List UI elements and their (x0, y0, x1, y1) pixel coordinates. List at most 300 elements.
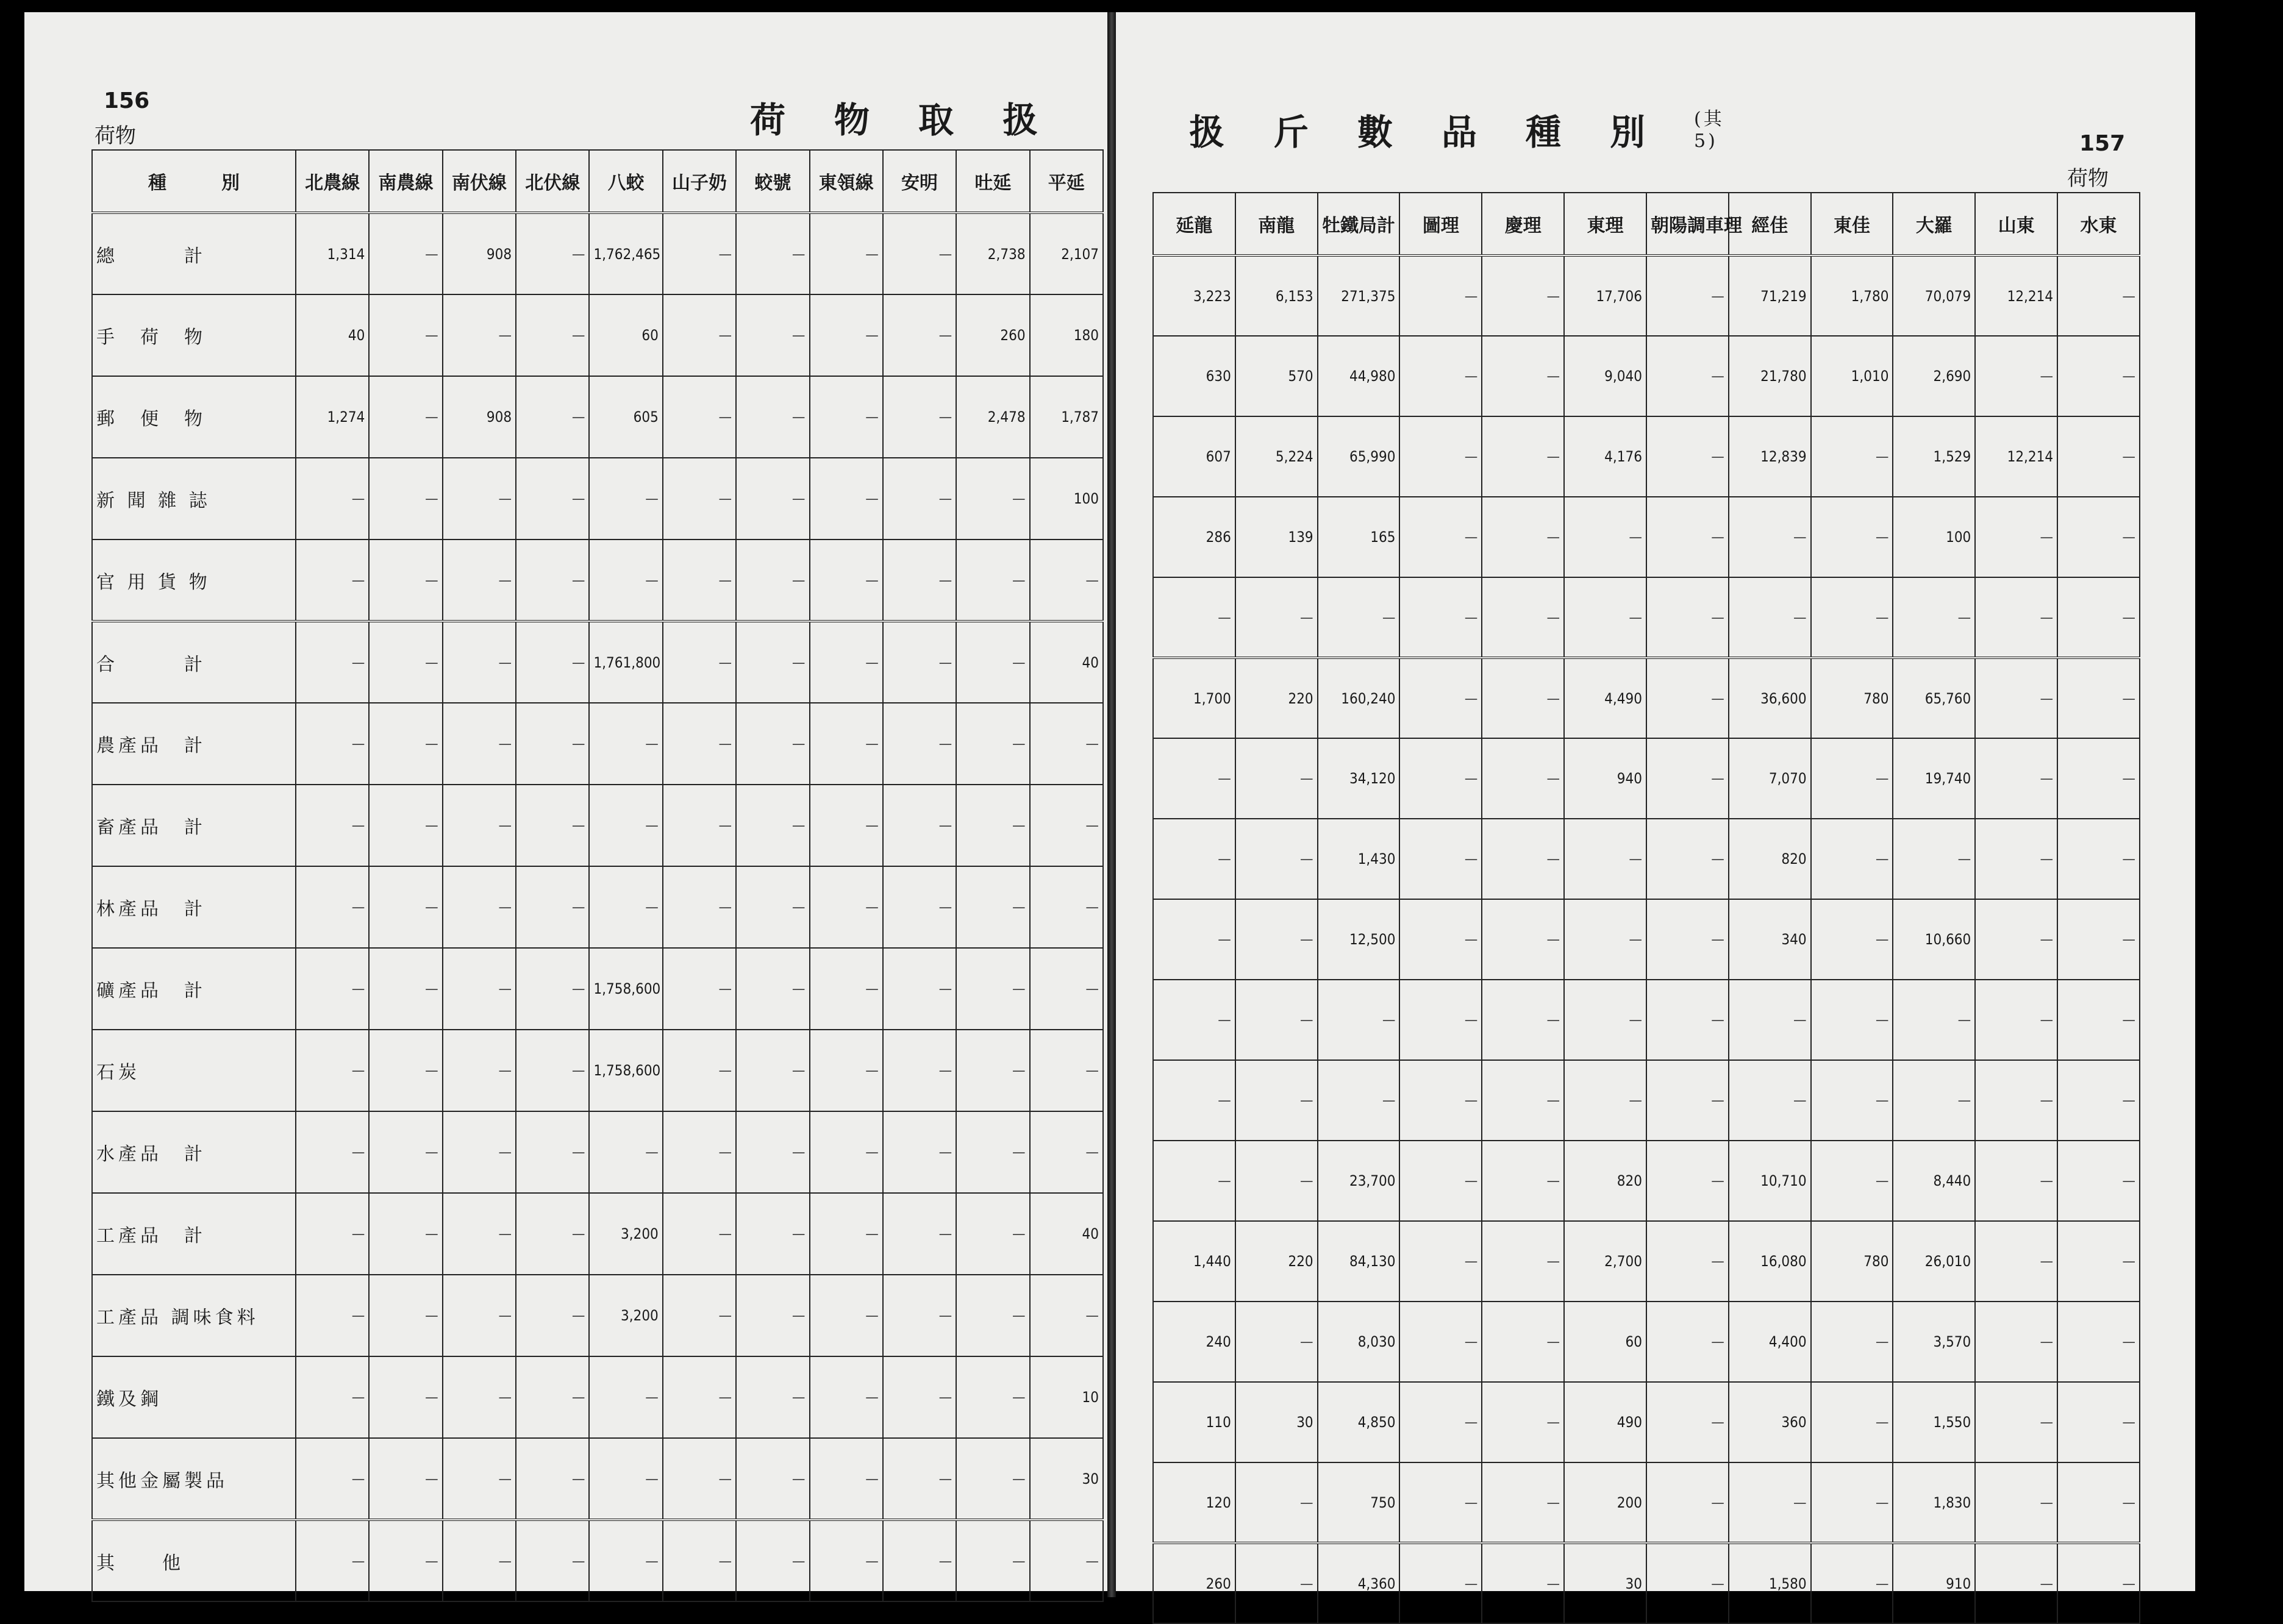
column-header: 朝陽調車理 (1646, 193, 1729, 255)
table-cell: 4,360 (1318, 1543, 1400, 1623)
table-cell: — (516, 866, 589, 948)
table-cell: — (1811, 497, 1893, 577)
table-row (92, 621, 1103, 703)
page-number-left: 156 (104, 88, 150, 113)
table-cell: — (810, 948, 883, 1030)
table-cell: 3,200 (589, 1275, 662, 1356)
table-cell: — (2057, 416, 2140, 497)
table-cell: 3,223 (1153, 255, 1235, 336)
table-cell: — (296, 866, 369, 948)
table-cell: — (1646, 658, 1729, 738)
table-cell: — (736, 1520, 809, 1601)
table-cell: — (1153, 577, 1235, 658)
table-cell: — (2057, 1543, 2140, 1623)
table-cell: — (369, 1438, 442, 1520)
table-cell: 2,700 (1564, 1221, 1646, 1302)
table-cell: — (1153, 738, 1235, 819)
table-cell: 1,787 (1030, 376, 1103, 458)
table-cell: 1,529 (1893, 416, 1975, 497)
table-cell: — (516, 213, 589, 294)
table-cell: — (369, 1520, 442, 1601)
table-row (92, 376, 1103, 458)
table-cell: — (1235, 980, 1318, 1060)
table-cell: 120 (1153, 1462, 1235, 1543)
table-cell: — (663, 1356, 736, 1438)
column-header: 南農線 (369, 150, 442, 213)
table-cell: — (2057, 577, 2140, 658)
table-cell: — (1646, 980, 1729, 1060)
table-cell: — (589, 540, 662, 621)
table-cell: 30 (1235, 1382, 1318, 1462)
table-cell: — (1399, 1221, 1482, 1302)
table-cell: 4,850 (1318, 1382, 1400, 1462)
table-cell: — (1153, 1141, 1235, 1221)
table-cell: 4,400 (1729, 1302, 1811, 1382)
table-cell: — (956, 540, 1029, 621)
table-cell: — (883, 621, 956, 703)
table-cell: — (1153, 1060, 1235, 1141)
table-cell: — (1399, 1141, 1482, 1221)
column-header: 安明 (883, 150, 956, 213)
table-cell: — (883, 1438, 956, 1520)
table-cell: — (443, 458, 516, 540)
table-cell: — (1975, 497, 2057, 577)
column-header: 慶理 (1482, 193, 1564, 255)
table-cell: — (663, 703, 736, 785)
table-cell: 8,440 (1893, 1141, 1975, 1221)
table-cell: 1,830 (1893, 1462, 1975, 1543)
column-header: 東理 (1564, 193, 1646, 255)
table-cell: — (736, 621, 809, 703)
table-cell: — (296, 458, 369, 540)
table-cell: — (1646, 1462, 1729, 1543)
table-cell: — (2057, 1462, 2140, 1543)
table-cell: 71,219 (1729, 255, 1811, 336)
table-cell: — (956, 1356, 1029, 1438)
table-cell: — (883, 1356, 956, 1438)
table-cell: — (1975, 336, 2057, 416)
table-cell: 605 (589, 376, 662, 458)
table-cell: 40 (1030, 1193, 1103, 1275)
table-cell: — (1975, 577, 2057, 658)
table-cell: — (663, 458, 736, 540)
table-cell: 44,980 (1318, 336, 1400, 416)
table-cell: — (736, 1438, 809, 1520)
table-cell: — (1811, 1543, 1893, 1623)
table-cell: — (1235, 738, 1318, 819)
table-cell: — (883, 1111, 956, 1193)
table-cell: 820 (1729, 819, 1811, 899)
table-row (1153, 416, 2140, 497)
table-cell: — (296, 540, 369, 621)
table-cell: — (956, 785, 1029, 866)
table-cell: — (1646, 497, 1729, 577)
table-cell: — (2057, 497, 2140, 577)
table-cell: — (1482, 577, 1564, 658)
table-row (1153, 1060, 2140, 1141)
table-cell: — (736, 1275, 809, 1356)
header-row (92, 150, 1103, 213)
table-cell: 12,214 (1975, 416, 2057, 497)
table-cell: — (296, 621, 369, 703)
table-cell: — (1399, 899, 1482, 980)
table-cell: 12,500 (1318, 899, 1400, 980)
row-label: 其他金屬製品 (92, 1438, 296, 1520)
table-cell: — (1153, 819, 1235, 899)
table-cell: — (736, 376, 809, 458)
table-cell: — (516, 540, 589, 621)
table-cell: — (296, 948, 369, 1030)
table-cell: 21,780 (1729, 336, 1811, 416)
data-table-right (1152, 192, 2140, 1624)
table-cell: — (1646, 336, 1729, 416)
table-cell: — (1030, 1275, 1103, 1356)
table-row (1153, 255, 2140, 336)
table-cell: 26,010 (1893, 1221, 1975, 1302)
table-cell: 139 (1235, 497, 1318, 577)
table-cell: — (443, 1111, 516, 1193)
table-cell: — (1235, 1060, 1318, 1141)
table-cell: — (956, 1275, 1029, 1356)
table-cell: — (1893, 577, 1975, 658)
row-label: 合 計 (92, 621, 296, 703)
table-cell: — (883, 294, 956, 376)
table-cell: — (2057, 819, 2140, 899)
table-cell: — (810, 1520, 883, 1601)
table-cell: — (1030, 1111, 1103, 1193)
table-cell: — (1030, 703, 1103, 785)
table-cell: — (663, 866, 736, 948)
table-row (1153, 1302, 2140, 1382)
column-header: 八蛟 (589, 150, 662, 213)
table-row (1153, 1382, 2140, 1462)
table-cell: — (1729, 980, 1811, 1060)
table-cell: — (1153, 980, 1235, 1060)
table-cell: — (1646, 819, 1729, 899)
row-label: 鐵及鋼 (92, 1356, 296, 1438)
table-cell: — (589, 703, 662, 785)
table-cell: — (296, 1030, 369, 1111)
table-cell: — (589, 1111, 662, 1193)
table-cell: 1,761,800 (589, 621, 662, 703)
table-row (92, 866, 1103, 948)
table-cell: — (810, 1356, 883, 1438)
table-cell: — (810, 621, 883, 703)
table-cell: — (1399, 738, 1482, 819)
column-header: 南龍 (1235, 193, 1318, 255)
table-cell: — (1811, 1382, 1893, 1462)
table-cell: — (1811, 899, 1893, 980)
table-cell: 6,153 (1235, 255, 1318, 336)
table-cell: 908 (443, 376, 516, 458)
table-cell: — (369, 785, 442, 866)
table-cell: 10 (1030, 1356, 1103, 1438)
table-cell: — (1399, 577, 1482, 658)
table-cell: 2,690 (1893, 336, 1975, 416)
table-cell: 1,440 (1153, 1221, 1235, 1302)
table-cell: — (1811, 738, 1893, 819)
table-cell: 360 (1729, 1382, 1811, 1462)
table-cell: — (883, 1030, 956, 1111)
table-cell: — (1893, 1060, 1975, 1141)
table-cell: — (1564, 819, 1646, 899)
table-cell: — (2057, 336, 2140, 416)
table-cell: — (663, 1030, 736, 1111)
table-cell: — (1811, 1302, 1893, 1382)
table-cell: — (369, 948, 442, 1030)
table-cell: — (663, 376, 736, 458)
table-cell: 220 (1235, 658, 1318, 738)
table-cell: 630 (1153, 336, 1235, 416)
table-cell: — (810, 866, 883, 948)
table-cell: 165 (1318, 497, 1400, 577)
table-cell: — (1030, 1520, 1103, 1601)
table-cell: — (369, 1030, 442, 1111)
table-cell: 1,758,600 (589, 1030, 662, 1111)
table-cell: — (810, 1030, 883, 1111)
table-cell: 780 (1811, 658, 1893, 738)
table-cell: — (883, 1520, 956, 1601)
table-cell: — (516, 1438, 589, 1520)
table-cell: 1,780 (1811, 255, 1893, 336)
row-label: 新 聞 雜 誌 (92, 458, 296, 540)
table-cell: — (1235, 1543, 1318, 1623)
table-cell: — (1564, 577, 1646, 658)
page-title-left: 荷物取扱 (750, 99, 1087, 141)
table-cell: — (1482, 899, 1564, 980)
table-cell: — (369, 540, 442, 621)
table-cell: — (1235, 1302, 1318, 1382)
table-cell: 17,706 (1564, 255, 1646, 336)
table-row (92, 1438, 1103, 1520)
table-cell: — (663, 1520, 736, 1601)
table-cell: — (516, 1193, 589, 1275)
table-cell: — (443, 866, 516, 948)
table-cell: — (516, 1356, 589, 1438)
table-cell: — (956, 703, 1029, 785)
table-cell: — (369, 458, 442, 540)
table-cell: — (296, 1520, 369, 1601)
table-cell: 5,224 (1235, 416, 1318, 497)
table-cell: 100 (1030, 458, 1103, 540)
table-cell: — (516, 621, 589, 703)
table-cell: — (956, 621, 1029, 703)
table-cell: — (443, 703, 516, 785)
table-cell: 3,200 (589, 1193, 662, 1275)
table-cell: 16,080 (1729, 1221, 1811, 1302)
table-cell: — (1811, 577, 1893, 658)
row-label: 農產品 計 (92, 703, 296, 785)
table-cell: — (2057, 1221, 2140, 1302)
column-header: 經佳 (1729, 193, 1811, 255)
table-cell: — (369, 1111, 442, 1193)
column-header: 山東 (1975, 193, 2057, 255)
table-cell: — (810, 1193, 883, 1275)
table-cell: — (736, 1111, 809, 1193)
table-row (92, 1520, 1103, 1601)
table-cell: — (736, 866, 809, 948)
table-cell: — (1646, 577, 1729, 658)
table-cell: — (2057, 255, 2140, 336)
table-cell: — (956, 1030, 1029, 1111)
table-cell: 3,570 (1893, 1302, 1975, 1382)
table-cell: — (296, 1193, 369, 1275)
table-cell: — (663, 540, 736, 621)
table-cell: — (1811, 416, 1893, 497)
table-cell: — (516, 703, 589, 785)
column-header: 圖理 (1399, 193, 1482, 255)
table-cell: — (1646, 1302, 1729, 1382)
table-cell: — (1399, 1382, 1482, 1462)
table-cell: — (516, 1030, 589, 1111)
table-cell: — (443, 1356, 516, 1438)
table-cell: — (443, 621, 516, 703)
table-cell: — (736, 948, 809, 1030)
table-cell: — (1564, 1060, 1646, 1141)
table-cell: — (810, 703, 883, 785)
table-cell: 30 (1030, 1438, 1103, 1520)
table-cell: — (296, 1356, 369, 1438)
table-cell: — (663, 948, 736, 1030)
table-cell: — (516, 1111, 589, 1193)
page-category-right: 荷物 (2067, 166, 2109, 191)
table-cell: — (1646, 1141, 1729, 1221)
data-table-left (91, 149, 1104, 1602)
table-cell: — (1975, 1543, 2057, 1623)
table-cell: — (1399, 1543, 1482, 1623)
table-cell: 100 (1893, 497, 1975, 577)
table-cell: 2,107 (1030, 213, 1103, 294)
table-cell: 260 (956, 294, 1029, 376)
table-cell: — (443, 1275, 516, 1356)
table-cell: 607 (1153, 416, 1235, 497)
table-cell: — (1975, 980, 2057, 1060)
table-cell: 1,550 (1893, 1382, 1975, 1462)
table-cell: — (443, 540, 516, 621)
table-cell: — (1399, 1302, 1482, 1382)
table-cell: — (956, 1193, 1029, 1275)
table-cell: 36,600 (1729, 658, 1811, 738)
table-cell: — (589, 785, 662, 866)
table-cell: — (1399, 255, 1482, 336)
table-cell: — (2057, 899, 2140, 980)
table-cell: — (1975, 738, 2057, 819)
table-cell: — (516, 376, 589, 458)
table-cell: — (883, 376, 956, 458)
table-cell: 908 (443, 213, 516, 294)
table-cell: 2,478 (956, 376, 1029, 458)
table-cell: — (2057, 1302, 2140, 1382)
row-label: 石炭 (92, 1030, 296, 1111)
table-cell: — (956, 948, 1029, 1030)
table-cell: — (1318, 980, 1400, 1060)
table-row (1153, 577, 2140, 658)
table-cell: — (1482, 255, 1564, 336)
table-cell: — (443, 1030, 516, 1111)
table-cell: — (1729, 1462, 1811, 1543)
table-cell: 4,490 (1564, 658, 1646, 738)
table-cell: — (736, 785, 809, 866)
table-cell: 910 (1893, 1543, 1975, 1623)
table-cell: — (1235, 819, 1318, 899)
table-cell: — (736, 1193, 809, 1275)
table-cell: — (956, 1438, 1029, 1520)
table-cell: 19,740 (1893, 738, 1975, 819)
table-cell: — (516, 1520, 589, 1601)
table-cell: — (1235, 577, 1318, 658)
table-cell: — (883, 1275, 956, 1356)
table-cell: — (443, 1193, 516, 1275)
table-cell: — (1030, 948, 1103, 1030)
table-cell: — (1030, 866, 1103, 948)
table-cell: 780 (1811, 1221, 1893, 1302)
table-cell: 84,130 (1318, 1221, 1400, 1302)
table-cell: — (1482, 1221, 1564, 1302)
table-cell: — (1646, 899, 1729, 980)
table-cell: 1,314 (296, 213, 369, 294)
table-row (1153, 1221, 2140, 1302)
column-header: 延龍 (1153, 193, 1235, 255)
table-cell: — (1318, 577, 1400, 658)
table-cell: 1,010 (1811, 336, 1893, 416)
table-row (1153, 1462, 2140, 1543)
table-cell: — (810, 785, 883, 866)
table-cell: — (1318, 1060, 1400, 1141)
table-cell: — (1482, 1141, 1564, 1221)
page-title-right-text: 扱斤數品種別 (1189, 112, 1695, 153)
table-cell: 40 (296, 294, 369, 376)
table-cell: 1,762,465 (589, 213, 662, 294)
table-cell: — (956, 1111, 1029, 1193)
table-cell: — (883, 866, 956, 948)
table-cell: — (1811, 819, 1893, 899)
table-cell: — (810, 294, 883, 376)
table-cell: — (1482, 336, 1564, 416)
table-cell: 220 (1235, 1221, 1318, 1302)
table-cell: — (589, 1520, 662, 1601)
table-cell: — (443, 948, 516, 1030)
table-cell: — (1235, 899, 1318, 980)
row-label: 水產品 計 (92, 1111, 296, 1193)
table-cell: 9,040 (1564, 336, 1646, 416)
table-cell: — (1030, 540, 1103, 621)
column-header: 牡鐵局計 (1318, 193, 1400, 255)
table-cell: — (736, 703, 809, 785)
table-cell: — (443, 1438, 516, 1520)
table-cell: — (1646, 416, 1729, 497)
table-cell: 200 (1564, 1462, 1646, 1543)
table-cell: — (1811, 1462, 1893, 1543)
table-row (92, 213, 1103, 294)
page-subtitle: (其5) (1694, 109, 1724, 152)
table-cell: 4,176 (1564, 416, 1646, 497)
table-cell: — (1399, 336, 1482, 416)
table-cell: 750 (1318, 1462, 1400, 1543)
table-cell: — (1482, 658, 1564, 738)
row-label: 其 他 (92, 1520, 296, 1601)
row-label: 總 計 (92, 213, 296, 294)
table-cell: — (736, 458, 809, 540)
table-cell: — (589, 1356, 662, 1438)
table-cell: 30 (1564, 1543, 1646, 1623)
table-cell: — (1646, 1543, 1729, 1623)
table-cell: 60 (1564, 1302, 1646, 1382)
table-row (1153, 738, 2140, 819)
table-cell: — (1482, 497, 1564, 577)
table-row (92, 1111, 1103, 1193)
table-row (92, 703, 1103, 785)
table-cell: 10,710 (1729, 1141, 1811, 1221)
